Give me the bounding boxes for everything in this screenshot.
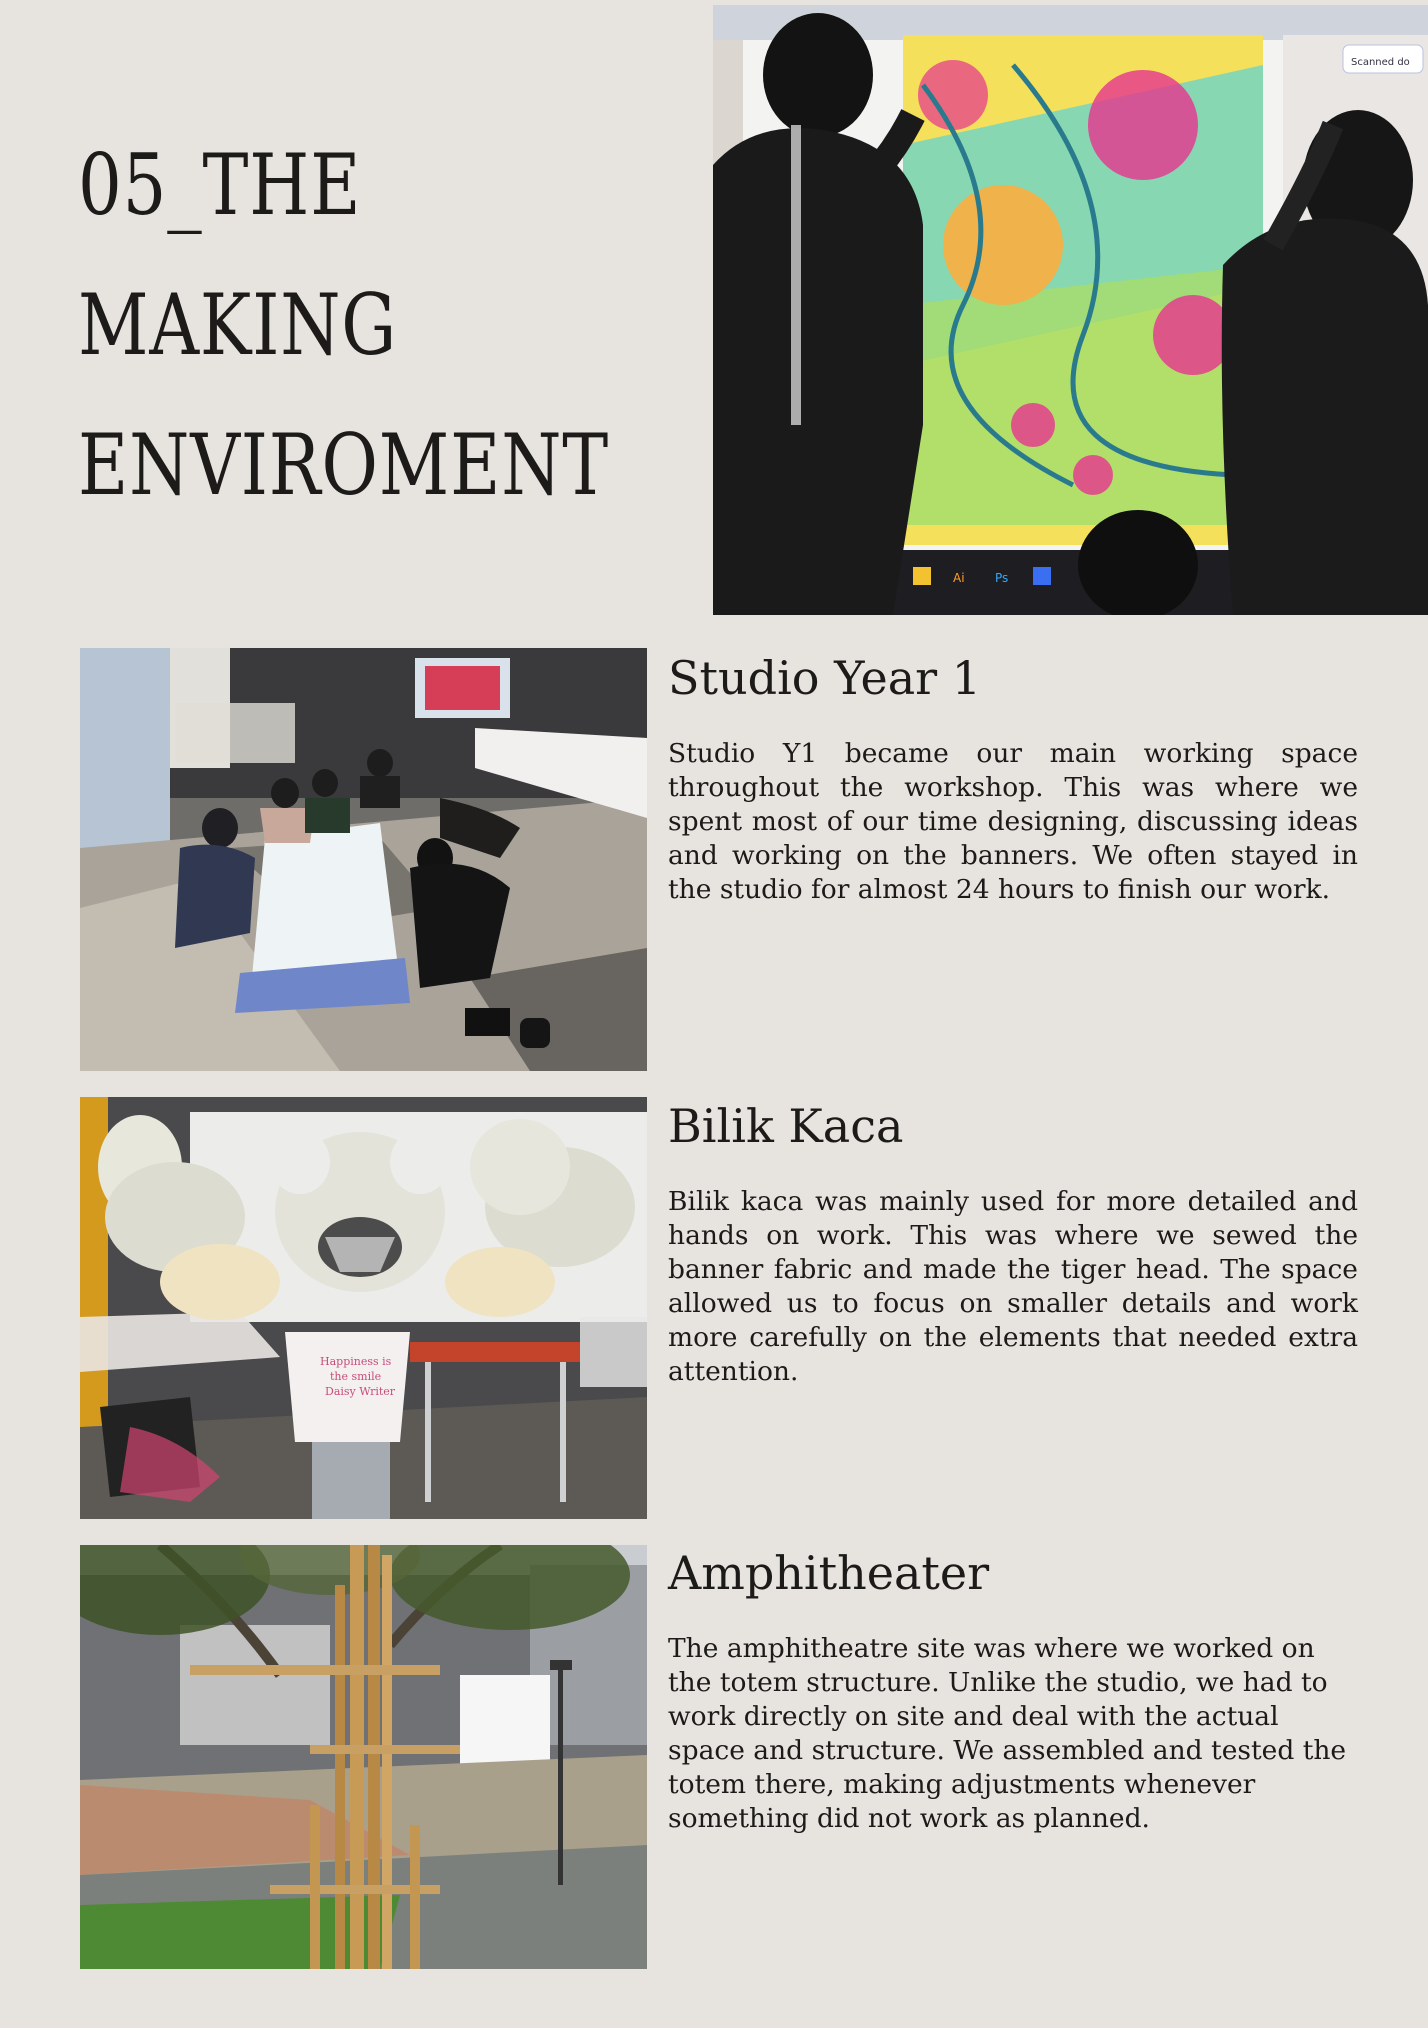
- section-body: Studio Y1 became our main working space throughout the workshop. This was where we spent most of our time designing, discussing ideas and working on the banners. We often stayed in the studio for almost 24 hours to finish our work.: [668, 738, 1358, 905]
- section-heading: Studio Year 1: [668, 651, 981, 705]
- taskbar-app-ps: Ps: [995, 571, 1009, 585]
- hero-photo-tiger-mural: [713, 5, 1428, 615]
- studio-year-1-photo: [80, 648, 647, 1071]
- section-body: Bilik kaca was mainly used for more detailed and hands on work. This was where we sewed the banner fabric and made the tiger head. The space allowed us to focus on smaller details and work more carefully on the elements that needed extra attention.: [668, 1186, 1358, 1387]
- section-bilik-kaca: [668, 1093, 1358, 1389]
- section-heading: Amphitheater: [668, 1546, 990, 1600]
- taskbar-app-ai: Ai: [953, 571, 965, 585]
- screen-scanned-label: Scanned do: [1351, 57, 1410, 68]
- title-line-2: MAKING: [78, 276, 398, 374]
- page-title: [78, 115, 610, 535]
- title-line-3: ENVIROMENT: [78, 416, 610, 514]
- section-amphitheater: [668, 1540, 1358, 1836]
- amphitheater-photo: [80, 1545, 647, 1969]
- svg-text:Daisy Writer: Daisy Writer: [325, 1385, 396, 1398]
- section-body: The amphitheatre site was where we worked on the totem structure. Unlike the studio, we had to work directly on site and deal with the actual space and structure. We assembled and tested the totem there, making adjustments whenever something did not work as planned.: [668, 1633, 1347, 1834]
- title-line-1: 05_THE: [78, 136, 362, 234]
- svg-text:the smile: the smile: [330, 1370, 382, 1383]
- section-heading: Bilik Kaca: [668, 1099, 904, 1153]
- svg-text:Happiness is: Happiness is: [320, 1355, 392, 1368]
- bilik-kaca-photo: [80, 1097, 647, 1519]
- section-studio-year-1: [668, 645, 1358, 907]
